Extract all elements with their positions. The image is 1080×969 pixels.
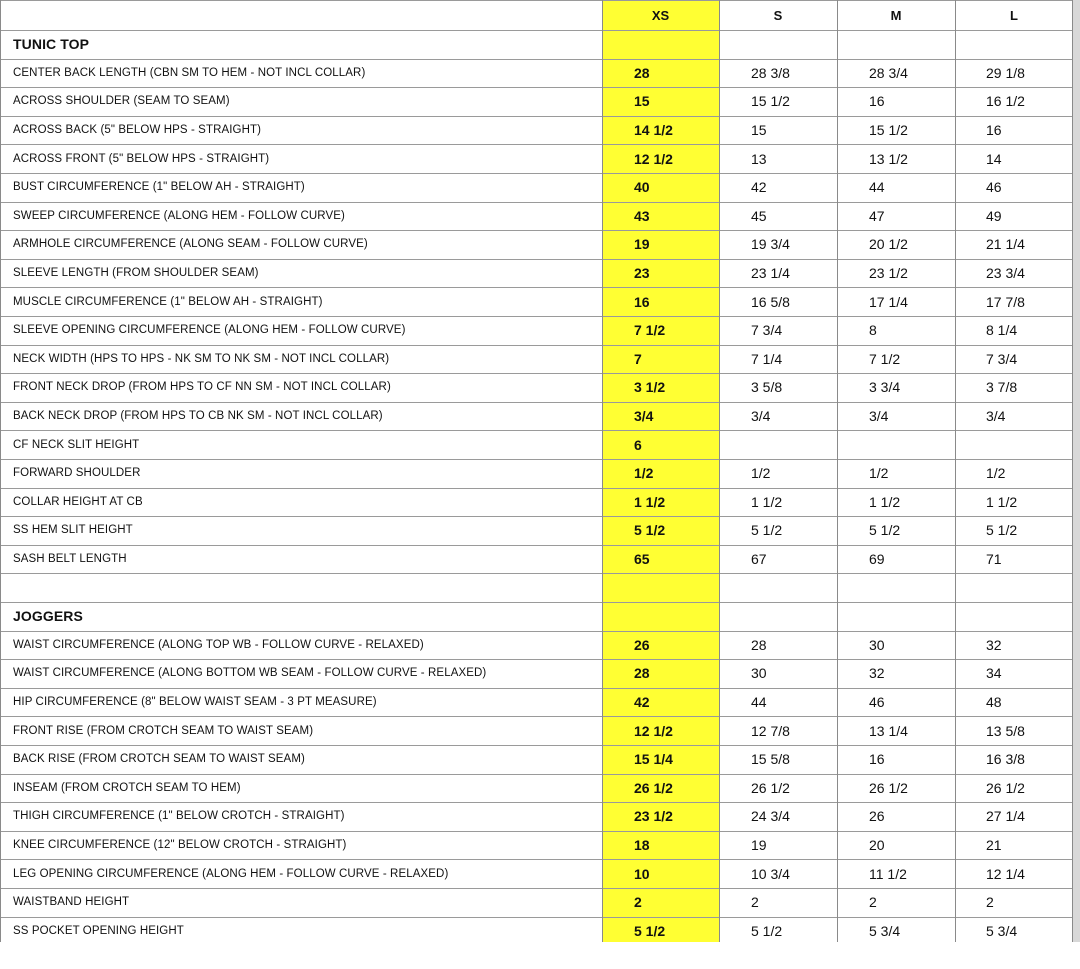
value-l[interactable] xyxy=(986,430,1070,459)
table-row[interactable] xyxy=(0,688,1080,717)
value-s[interactable]: 2 xyxy=(751,894,759,911)
table-row[interactable] xyxy=(0,631,1080,660)
table-row[interactable] xyxy=(0,287,1080,316)
row-divider xyxy=(0,488,1072,489)
row-divider xyxy=(0,373,1072,374)
row-divider xyxy=(0,802,1072,803)
row-divider xyxy=(0,59,1072,60)
column-divider xyxy=(602,0,603,942)
value-m[interactable]: 20 xyxy=(869,837,885,854)
value-xs[interactable]: 26 xyxy=(634,636,650,653)
table-row[interactable] xyxy=(0,831,1080,860)
value-xs[interactable]: 12 1/2 xyxy=(634,722,673,739)
value-l[interactable]: 23 3/4 xyxy=(986,265,1025,282)
value-m[interactable]: 26 1/2 xyxy=(869,779,908,796)
row-divider xyxy=(0,30,1072,31)
value-m[interactable]: 13 1/4 xyxy=(869,722,908,739)
measurement-label: WAIST CIRCUMFERENCE (ALONG BOTTOM WB SEAM - FOLLOW CURVE - RELAXED) xyxy=(13,667,487,680)
value-m[interactable]: 1/2 xyxy=(869,465,889,482)
value-s[interactable]: 13 xyxy=(751,150,767,167)
value-m[interactable]: 5 1/2 xyxy=(869,522,901,539)
section-title: TUNIC TOP xyxy=(13,36,90,53)
value-s[interactable]: 7 1/4 xyxy=(751,350,783,367)
measurement-label: HIP CIRCUMFERENCE (8" BELOW WAIST SEAM - 3 PT MEASURE) xyxy=(13,696,377,709)
value-s[interactable]: 16 5/8 xyxy=(751,293,790,310)
value-s[interactable]: 1/2 xyxy=(751,465,771,482)
value-m[interactable]: 2 xyxy=(869,894,877,911)
value-l[interactable]: 5 3/4 xyxy=(986,922,1018,939)
value-s[interactable]: 10 3/4 xyxy=(751,865,790,882)
row-divider xyxy=(0,545,1072,546)
value-l[interactable]: 71 xyxy=(986,551,1002,568)
row-divider xyxy=(0,459,1072,460)
column-header-l[interactable]: L xyxy=(1010,7,1018,23)
value-m[interactable]: 69 xyxy=(869,551,885,568)
value-xs[interactable]: 42 xyxy=(634,694,650,711)
section-title-row xyxy=(0,602,1080,631)
value-s[interactable]: 28 xyxy=(751,636,767,653)
value-xs[interactable]: 5 1/2 xyxy=(634,522,666,539)
row-divider xyxy=(0,688,1072,689)
table-row[interactable] xyxy=(0,87,1080,116)
column-header-s[interactable]: S xyxy=(773,7,783,23)
measurement-label: FRONT RISE (FROM CROTCH SEAM TO WAIST SEAM) xyxy=(13,724,314,737)
measurement-label: INSEAM (FROM CROTCH SEAM TO HEM) xyxy=(13,781,241,794)
value-xs[interactable]: 5 1/2 xyxy=(634,922,666,939)
row-divider xyxy=(0,230,1072,231)
value-s[interactable]: 44 xyxy=(751,694,767,711)
row-divider xyxy=(0,430,1072,431)
value-s[interactable]: 3/4 xyxy=(751,408,771,425)
measurement-label: BACK NECK DROP (FROM HPS TO CB NK SM - NOT INCL COLLAR) xyxy=(13,410,383,423)
row-divider xyxy=(0,888,1072,889)
row-divider xyxy=(0,917,1072,918)
measurement-label: SLEEVE OPENING CIRCUMFERENCE (ALONG HEM - FOLLOW CURVE) xyxy=(13,324,406,337)
section-title-row xyxy=(0,30,1080,59)
spacer-row xyxy=(0,573,1080,602)
row-divider xyxy=(0,716,1072,717)
value-m[interactable]: 7 1/2 xyxy=(869,350,901,367)
value-s[interactable]: 42 xyxy=(751,179,767,196)
value-xs[interactable]: 15 xyxy=(634,93,650,110)
measurement-label: FORWARD SHOULDER xyxy=(13,467,141,480)
value-xs[interactable]: 28 xyxy=(634,665,650,682)
value-xs[interactable]: 1/2 xyxy=(634,465,654,482)
value-l[interactable]: 21 xyxy=(986,837,1002,854)
row-divider xyxy=(0,745,1072,746)
measurement-label: CF NECK SLIT HEIGHT xyxy=(13,438,140,451)
value-s[interactable]: 67 xyxy=(751,551,767,568)
value-s[interactable]: 15 5/8 xyxy=(751,751,790,768)
value-m[interactable]: 26 xyxy=(869,808,885,825)
value-m[interactable]: 1 1/2 xyxy=(869,493,901,510)
value-xs[interactable]: 2 xyxy=(634,894,642,911)
value-xs[interactable]: 3 1/2 xyxy=(634,379,666,396)
row-divider xyxy=(0,144,1072,145)
table-row[interactable] xyxy=(0,774,1080,803)
measurement-label: ARMHOLE CIRCUMFERENCE (ALONG SEAM - FOLLOW CURVE) xyxy=(13,238,368,251)
value-m[interactable]: 32 xyxy=(869,665,885,682)
measurement-label: KNEE CIRCUMFERENCE (12" BELOW CROTCH - STRAIGHT) xyxy=(13,839,347,852)
column-divider xyxy=(837,0,838,942)
row-divider xyxy=(0,0,1072,1)
row-divider xyxy=(0,402,1072,403)
row-divider xyxy=(0,116,1072,117)
value-s[interactable]: 5 1/2 xyxy=(751,922,783,939)
table-row[interactable] xyxy=(0,659,1080,688)
table-row[interactable] xyxy=(0,430,1080,459)
value-xs[interactable]: 16 xyxy=(634,293,650,310)
row-divider xyxy=(0,202,1072,203)
value-m[interactable]: 5 3/4 xyxy=(869,922,901,939)
value-s[interactable]: 28 3/8 xyxy=(751,64,790,81)
table-row[interactable] xyxy=(0,259,1080,288)
measurement-label: BACK RISE (FROM CROTCH SEAM TO WAIST SEAM) xyxy=(13,753,305,766)
value-xs[interactable]: 23 xyxy=(634,265,650,282)
value-s[interactable] xyxy=(751,430,835,459)
value-m[interactable]: 23 1/2 xyxy=(869,265,908,282)
row-divider xyxy=(0,659,1072,660)
value-m[interactable]: 3/4 xyxy=(869,408,889,425)
value-s[interactable]: 45 xyxy=(751,207,767,224)
measurement-label: LEG OPENING CIRCUMFERENCE (ALONG HEM - FOLLOW CURVE - RELAXED) xyxy=(13,867,449,880)
value-xs[interactable]: 7 1/2 xyxy=(634,322,666,339)
value-l[interactable]: 1/2 xyxy=(986,465,1006,482)
row-divider xyxy=(0,259,1072,260)
table-row[interactable] xyxy=(0,888,1080,917)
measurement-label: SASH BELT LENGTH xyxy=(13,553,127,566)
table-row[interactable] xyxy=(0,202,1080,231)
value-l[interactable]: 32 xyxy=(986,636,1002,653)
measurement-label: SLEEVE LENGTH (FROM SHOULDER SEAM) xyxy=(13,267,259,280)
value-m[interactable]: 11 1/2 xyxy=(869,865,907,882)
value-m[interactable]: 44 xyxy=(869,179,885,196)
value-s[interactable]: 5 1/2 xyxy=(751,522,783,539)
table-row[interactable] xyxy=(0,373,1080,402)
table-row[interactable] xyxy=(0,716,1080,745)
value-l[interactable]: 3 7/8 xyxy=(986,379,1018,396)
value-xs[interactable]: 6 xyxy=(634,436,642,453)
value-xs[interactable]: 40 xyxy=(634,179,650,196)
value-m[interactable]: 28 3/4 xyxy=(869,64,908,81)
table-row[interactable] xyxy=(0,116,1080,145)
value-xs[interactable]: 65 xyxy=(634,551,650,568)
column-header-xs[interactable]: XS xyxy=(651,7,670,23)
value-s[interactable]: 30 xyxy=(751,665,767,682)
column-header-m[interactable]: M xyxy=(890,7,902,23)
value-l[interactable]: 34 xyxy=(986,665,1002,682)
row-divider xyxy=(0,774,1072,775)
value-l[interactable]: 14 xyxy=(986,150,1002,167)
value-m[interactable]: 30 xyxy=(869,636,885,653)
row-divider xyxy=(0,345,1072,346)
measurement-label: COLLAR HEIGHT AT CB xyxy=(13,495,143,508)
value-m[interactable]: 15 1/2 xyxy=(869,122,908,139)
row-divider xyxy=(0,173,1072,174)
value-xs[interactable]: 26 1/2 xyxy=(634,779,673,796)
column-divider xyxy=(719,0,720,942)
measurement-label: ACROSS FRONT (5" BELOW HPS - STRAIGHT) xyxy=(13,152,270,165)
measurement-label: SS HEM SLIT HEIGHT xyxy=(13,524,133,537)
value-xs[interactable]: 14 1/2 xyxy=(634,122,673,139)
value-m[interactable]: 20 1/2 xyxy=(869,236,908,253)
section-title: JOGGERS xyxy=(13,608,83,625)
table-row[interactable] xyxy=(0,859,1080,888)
table-row[interactable] xyxy=(0,402,1080,431)
value-l[interactable]: 16 3/8 xyxy=(986,751,1025,768)
value-l[interactable]: 49 xyxy=(986,207,1002,224)
value-l[interactable]: 13 5/8 xyxy=(986,722,1025,739)
value-m[interactable]: 3 3/4 xyxy=(869,379,901,396)
measurement-label: FRONT NECK DROP (FROM HPS TO CF NN SM - NOT INCL COLLAR) xyxy=(13,381,391,394)
value-l[interactable]: 7 3/4 xyxy=(986,350,1018,367)
table-row[interactable] xyxy=(0,459,1080,488)
value-s[interactable]: 15 xyxy=(751,122,767,139)
value-l[interactable]: 5 1/2 xyxy=(986,522,1018,539)
value-xs[interactable]: 19 xyxy=(634,236,650,253)
row-divider xyxy=(0,859,1072,860)
value-xs[interactable]: 28 xyxy=(634,64,650,81)
value-s[interactable]: 7 3/4 xyxy=(751,322,783,339)
value-xs[interactable]: 43 xyxy=(634,207,650,224)
value-l[interactable]: 16 xyxy=(986,122,1002,139)
value-l[interactable]: 12 1/4 xyxy=(986,865,1025,882)
measurement-label: THIGH CIRCUMFERENCE (1" BELOW CROTCH - STRAIGHT) xyxy=(13,810,345,823)
row-divider xyxy=(0,287,1072,288)
value-xs[interactable]: 18 xyxy=(634,837,650,854)
measurement-label: NECK WIDTH (HPS TO HPS - NK SM TO NK SM - NOT INCL COLLAR) xyxy=(13,352,390,365)
table-row[interactable] xyxy=(0,802,1080,831)
measurement-label: WAISTBAND HEIGHT xyxy=(13,896,130,909)
value-l[interactable]: 17 7/8 xyxy=(986,293,1025,310)
measurement-label: BUST CIRCUMFERENCE (1" BELOW AH - STRAIGHT) xyxy=(13,181,305,194)
table-row[interactable] xyxy=(0,516,1080,545)
next-column-edge xyxy=(1072,0,1080,942)
table-row[interactable] xyxy=(0,173,1080,202)
table-row[interactable] xyxy=(0,59,1080,88)
measurement-label: ACROSS BACK (5" BELOW HPS - STRAIGHT) xyxy=(13,124,262,137)
measurement-label: MUSCLE CIRCUMFERENCE (1" BELOW AH - STRAIGHT) xyxy=(13,295,323,308)
value-xs[interactable]: 1 1/2 xyxy=(634,493,666,510)
value-l[interactable]: 8 1/4 xyxy=(986,322,1018,339)
measurement-label: ACROSS SHOULDER (SEAM TO SEAM) xyxy=(13,95,230,108)
value-xs[interactable]: 12 1/2 xyxy=(634,150,673,167)
row-divider xyxy=(0,602,1072,603)
table-row[interactable] xyxy=(0,316,1080,345)
value-s[interactable]: 12 7/8 xyxy=(751,722,790,739)
value-m[interactable]: 16 xyxy=(869,93,885,110)
value-m[interactable]: 17 1/4 xyxy=(869,293,908,310)
measurement-label: WAIST CIRCUMFERENCE (ALONG TOP WB - FOLLOW CURVE - RELAXED) xyxy=(13,638,424,651)
value-xs[interactable]: 7 xyxy=(634,350,642,367)
value-l[interactable]: 1 1/2 xyxy=(986,493,1018,510)
value-s[interactable]: 23 1/4 xyxy=(751,265,790,282)
value-l[interactable]: 46 xyxy=(986,179,1002,196)
value-s[interactable]: 19 3/4 xyxy=(751,236,790,253)
table-row[interactable] xyxy=(0,488,1080,517)
value-l[interactable]: 3/4 xyxy=(986,408,1006,425)
measurement-label: SS POCKET OPENING HEIGHT xyxy=(13,924,184,937)
row-divider xyxy=(0,316,1072,317)
value-l[interactable]: 27 1/4 xyxy=(986,808,1025,825)
column-divider xyxy=(0,0,1,942)
row-divider xyxy=(0,87,1072,88)
value-m[interactable]: 46 xyxy=(869,694,885,711)
value-m[interactable]: 13 1/2 xyxy=(869,150,908,167)
value-xs[interactable]: 23 1/2 xyxy=(634,808,673,825)
value-xs[interactable]: 10 xyxy=(634,865,650,882)
value-m[interactable]: 8 xyxy=(869,322,877,339)
table-row[interactable] xyxy=(0,545,1080,574)
value-s[interactable]: 19 xyxy=(751,837,767,854)
value-l[interactable]: 48 xyxy=(986,694,1002,711)
value-s[interactable]: 24 3/4 xyxy=(751,808,790,825)
row-divider xyxy=(0,631,1072,632)
measurement-label: CENTER BACK LENGTH (CBN SM TO HEM - NOT INCL COLLAR) xyxy=(13,66,366,79)
value-l[interactable]: 26 1/2 xyxy=(986,779,1025,796)
table-row[interactable] xyxy=(0,230,1080,259)
value-xs[interactable]: 15 1/4 xyxy=(634,751,673,768)
value-l[interactable]: 2 xyxy=(986,894,994,911)
value-s[interactable]: 1 1/2 xyxy=(751,493,783,510)
value-s[interactable]: 26 1/2 xyxy=(751,779,790,796)
value-s[interactable]: 3 5/8 xyxy=(751,379,783,396)
row-divider xyxy=(0,516,1072,517)
table-row[interactable] xyxy=(0,745,1080,774)
row-divider xyxy=(0,831,1072,832)
value-xs[interactable]: 3/4 xyxy=(634,408,654,425)
table-row[interactable] xyxy=(0,144,1080,173)
column-divider xyxy=(955,0,956,942)
value-l[interactable]: 16 1/2 xyxy=(986,93,1025,110)
value-m[interactable] xyxy=(869,430,953,459)
value-s[interactable]: 15 1/2 xyxy=(751,93,790,110)
table-row[interactable] xyxy=(0,917,1080,946)
value-l[interactable]: 21 1/4 xyxy=(986,236,1025,253)
table-row[interactable] xyxy=(0,345,1080,374)
value-m[interactable]: 16 xyxy=(869,751,885,768)
row-divider xyxy=(0,573,1072,574)
value-l[interactable]: 29 1/8 xyxy=(986,64,1025,81)
value-m[interactable]: 47 xyxy=(869,207,885,224)
measurement-label: SWEEP CIRCUMFERENCE (ALONG HEM - FOLLOW CURVE) xyxy=(13,209,345,222)
